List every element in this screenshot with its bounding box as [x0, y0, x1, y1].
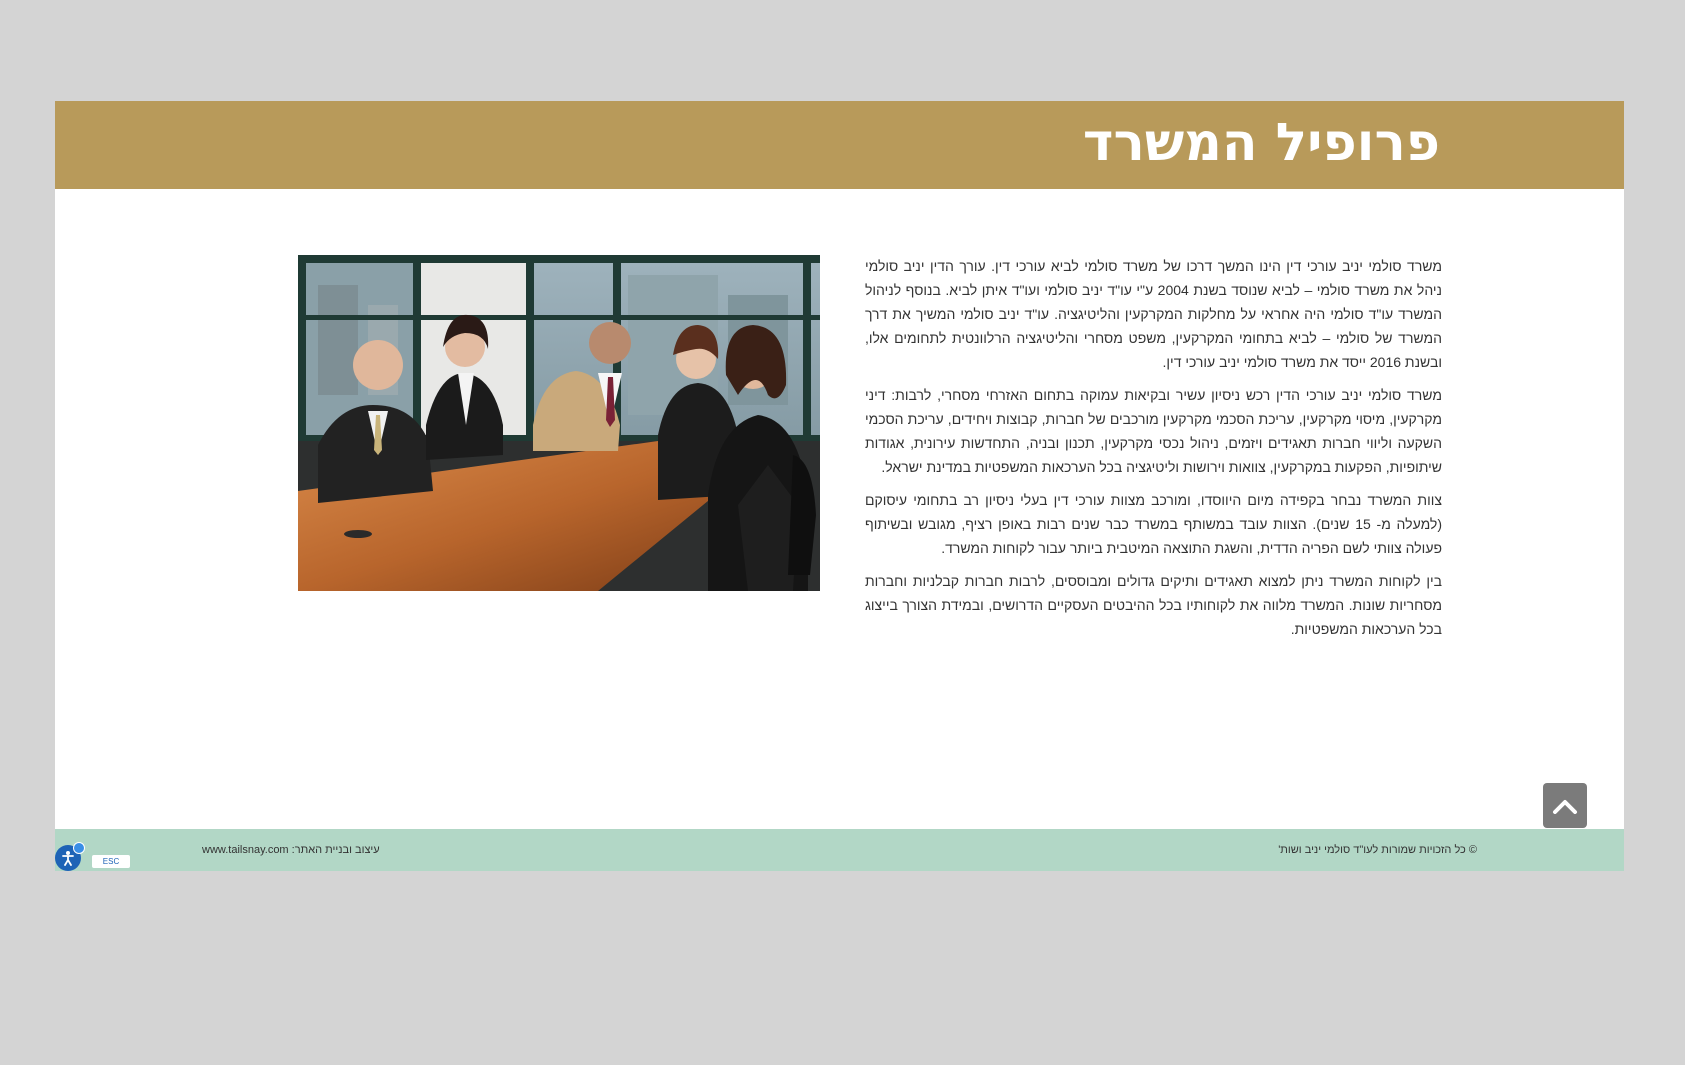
team-photo-illustration: [298, 255, 820, 591]
paragraph-expertise: משרד סולמי יניב עורכי הדין רכש ניסיון עשיר ובקיאות עמוקה בתחום האזרחי מסחרי, לרבות: דיני מקרקעין, מיסוי מקרקעין, עריכת הסכמי מקרקעין מורכבים של חברות, קבוצות ויחידים, עריכת הסכמי השקעה וליווי חברות תאגידים ויזמים, ניהול נכסי מקרקעין, תכנון ובניה, התחדשות עירונית, אגודות שיתופיות, הפקעות במקרקעין, צוואות וירושות וליטיגציה בכל הערכאות המשפטיות במדינת ישראל.: [865, 387, 1442, 475]
accessibility-button[interactable]: [55, 845, 81, 871]
paragraph-team: צוות המשרד נבחר בקפידה מיום היווסדו, ומורכב מצוות עורכי דין בעלי ניסיון רב בתחומי עיסוקם (למעלה מ- 15 שנים). הצוות עובד במשותף במשרד כבר שנים רבות באופן רציף, מגובש ובשיתוף פעולה צוותי לשם הפריה הדדית, והשגת התוצאה המיטבית ביותר עבור לקוחות המשרד.: [865, 492, 1442, 556]
team-meeting-photo: [298, 255, 820, 591]
page-container: [55, 101, 1624, 871]
accessibility-icon: [60, 850, 76, 866]
page-title: פרופיל המשרד: [1082, 113, 1440, 173]
title-bar: [55, 101, 1624, 189]
office-profile-text: [865, 254, 1442, 650]
paragraph-history: משרד סולמי יניב עורכי דין הינו המשך דרכו של משרד סולמי לביא עורכי דין. עורך הדין יניב סולמי ניהל את משרד סולמי – לביא שנוסד בשנת 2004 ע"י עו"ד יניב סולמי ועו"ד איתן לביא. בנוסף לניהול המשרד עו"ד סולמי היה אחראי על מחלקות המקרקעין והליטיגציה. עו"ד יניב סולמי המשיך את דרך המשרד של סולמי – לביא בתחומי המקרקעין, משפט מסחרי והליטיגציה הרלוונטית לתחומים אלו, ובשנת 2016 ייסד את משרד סולמי יניב עורכי דין.: [865, 258, 1442, 370]
site-credit-link[interactable]: עיצוב ובניית האתר: www.tailsnay.com: [202, 844, 380, 856]
accessibility-badge: [73, 842, 85, 854]
footer-bar: [55, 829, 1624, 871]
scroll-to-top-button[interactable]: [1543, 783, 1587, 828]
chevron-up-icon: [1552, 798, 1578, 814]
paragraph-clients: בין לקוחות המשרד ניתן למצוא תאגידים ותיקים גדולים ומבוססים, לרבות חברות קבלניות וחברות מסחריות שונות. המשרד מלווה את לקוחותיו בכל ההיבטים העסקיים הדרושים, ובמידת הצורך בייצוג בכל הערכאות המשפטיות.: [865, 573, 1442, 637]
copyright-text: © כל הזכויות שמורות לעו"ד סולמי יניב ושות': [1278, 844, 1477, 856]
esc-button[interactable]: ESC: [92, 855, 130, 868]
